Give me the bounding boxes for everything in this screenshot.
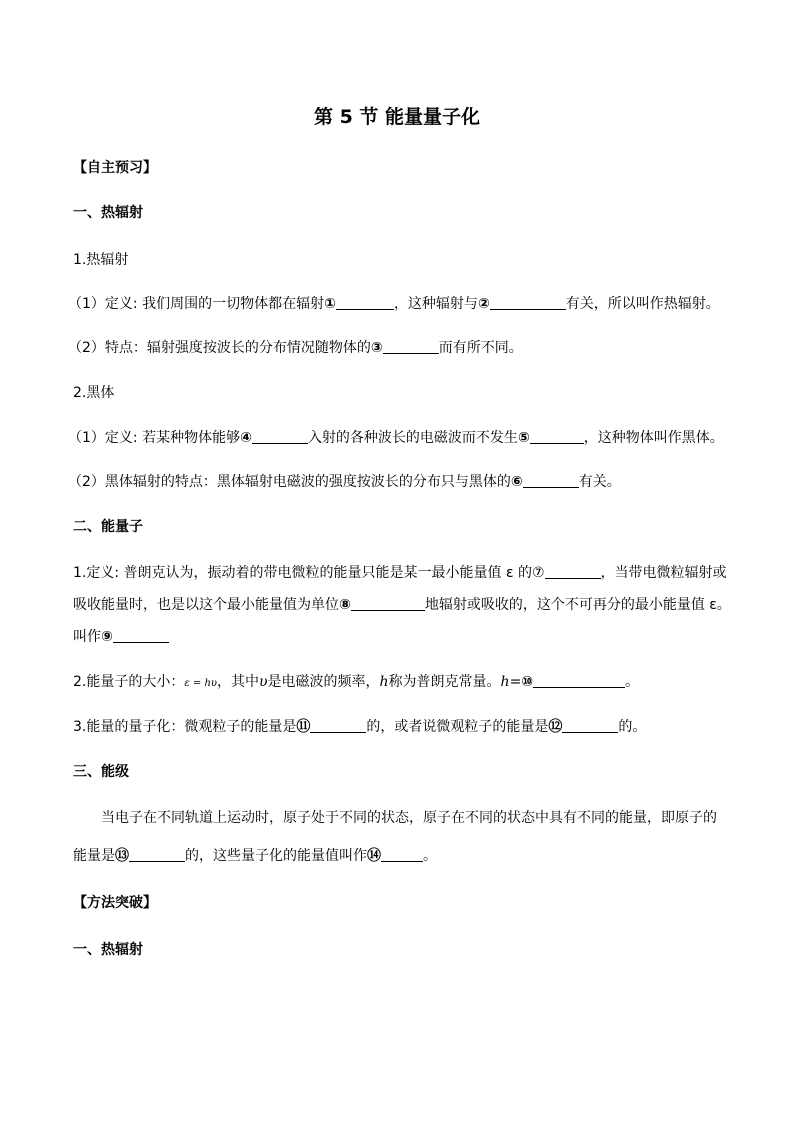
blank-marker-10: ⑩ [521, 674, 534, 690]
text-segment: ，这种辐射与 [393, 296, 478, 312]
blank-7[interactable] [545, 564, 601, 579]
quantum-definition-line-1 [73, 563, 727, 583]
blank-8[interactable] [351, 596, 425, 611]
blank-1[interactable] [336, 295, 394, 310]
blank-marker-6: ⑥ [510, 474, 523, 490]
text-segment: 。 [716, 597, 731, 613]
text-segment: （2）特点：辐射强度按波长的分布情况随物体的 [68, 340, 371, 356]
blank-marker-12: ⑫ [548, 719, 563, 735]
blank-14[interactable] [381, 847, 423, 862]
blackbody-definition [68, 428, 724, 448]
text-segment: 吸收能量时，也是以这个最小能量值为单位 [73, 597, 339, 613]
text-segment: （1）定义: 我们周围的一切物体都在辐射 [68, 296, 325, 312]
blackbody-feature [68, 472, 621, 492]
quantum-size [73, 672, 639, 694]
blank-10[interactable] [533, 673, 625, 688]
thermal-radiation-feature [68, 338, 523, 358]
text-segment: 2.能量子的大小： [73, 674, 185, 690]
text-segment: 1.定义: 普朗克认为，振动着的带电微粒的能量只能是某一最小能量值 ε 的 [73, 565, 532, 581]
heading-energy-level: 三、能级 [73, 764, 129, 780]
text-segment: 。 [625, 674, 640, 690]
blank-marker-7: ⑦ [532, 565, 545, 581]
text-segment: ，其中 [216, 674, 259, 690]
blank-marker-1: ① [324, 296, 336, 312]
text-segment: 入射的各种波长的电磁波而不发生 [307, 430, 518, 446]
formula: ε = hυ [184, 678, 217, 689]
text-segment: 的，这些量子化的能量值叫作 [185, 848, 367, 864]
text-segment: 的，或者说微观粒子的能量是 [366, 719, 549, 735]
heading-energy-quantum: 二、能量子 [73, 519, 143, 535]
blank-marker-11: ⑪ [296, 719, 311, 735]
h-symbol: h [500, 674, 510, 690]
subheading-thermal-radiation: 1.热辐射 [73, 252, 129, 268]
text-segment: ，这种物体叫作黑体。 [583, 430, 724, 446]
heading-thermal-radiation: 一、热辐射 [73, 205, 143, 221]
blank-5[interactable] [530, 429, 584, 444]
text-segment: 而有所不同。 [438, 340, 523, 356]
heading-thermal-radiation-method: 一、热辐射 [73, 942, 143, 958]
blank-3[interactable] [383, 339, 439, 354]
blank-6[interactable] [523, 473, 579, 488]
energy-level-line-1: 当电子在不同轨道上运动时，原子处于不同的状态，原子在不同的状态中具有不同的能量，即原子的 [101, 810, 717, 826]
text-segment: （2）黑体辐射的特点：黑体辐射电磁波的强度按波长的分布只与黑体的 [68, 474, 511, 490]
text-segment: 地辐射或吸收的，这个不可再分的最小能量值 ε [424, 597, 717, 613]
blank-2[interactable] [490, 295, 566, 310]
text-segment: 有关。 [578, 474, 621, 490]
section-preview-heading: 【自主预习】 [73, 160, 157, 176]
blank-12[interactable] [562, 718, 618, 733]
blank-9[interactable] [113, 628, 169, 643]
blank-marker-3: ③ [370, 340, 383, 356]
quantum-definition-line-2 [73, 595, 731, 615]
quantum-definition-line-3 [73, 627, 169, 647]
blank-marker-4: ④ [240, 430, 252, 446]
energy-level-line-2 [73, 846, 437, 866]
blank-marker-5: ⑤ [517, 430, 530, 446]
text-segment: 称为普朗克常量。 [388, 674, 501, 690]
text-segment: 是电磁波的频率， [267, 674, 380, 690]
thermal-radiation-definition [68, 294, 720, 314]
text-segment: 的。 [618, 719, 647, 735]
blank-4[interactable] [252, 429, 308, 444]
text-segment: （1）定义: 若某种物体能够 [68, 430, 241, 446]
blank-marker-9: ⑨ [101, 629, 113, 645]
subheading-blackbody: 2.黑体 [73, 385, 115, 401]
section-method-heading: 【方法突破】 [73, 895, 157, 911]
blank-marker-2: ② [477, 296, 490, 312]
nu-symbol: υ [258, 674, 268, 690]
text-segment: = [509, 674, 522, 690]
text-segment: 3.能量的量子化：微观粒子的能量是 [73, 719, 297, 735]
page-title: 第 5 节 能量量子化 [313, 106, 481, 128]
blank-marker-14: ⑭ [367, 848, 381, 864]
blank-11[interactable] [310, 718, 366, 733]
h-symbol: h [379, 674, 389, 690]
blank-marker-8: ⑧ [339, 597, 351, 613]
text-segment: 。 [423, 848, 437, 864]
text-segment: ，当带电微粒辐射或 [600, 565, 727, 581]
energy-quantization [73, 717, 646, 737]
text-segment: 能量是 [73, 848, 115, 864]
text-segment: 有关，所以叫作热辐射。 [565, 296, 720, 312]
blank-13[interactable] [129, 847, 185, 862]
text-segment: 叫作 [73, 629, 101, 645]
blank-marker-13: ⑬ [115, 848, 129, 864]
